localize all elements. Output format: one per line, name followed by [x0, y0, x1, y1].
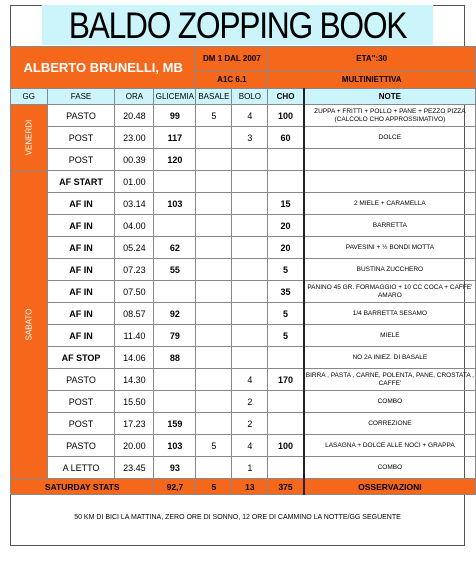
cell-glicemia: 120 [154, 149, 196, 171]
table-row [11, 215, 476, 237]
cell-fase: AF STOP [47, 347, 115, 369]
stats-bolo: 13 [232, 479, 268, 495]
table-row [11, 457, 476, 479]
cell-cho: 100 [268, 105, 304, 127]
cell-ora: 00.39 [115, 149, 154, 171]
cell-ora: 20.48 [115, 105, 154, 127]
cell-note: DOLCE [304, 127, 476, 149]
table-row [11, 303, 476, 325]
cell-basale [196, 171, 232, 193]
table-row [11, 171, 476, 193]
cell-ora: 14.30 [115, 369, 154, 391]
cell-bolo: 2 [232, 391, 268, 413]
table-row [11, 237, 476, 259]
cell-note: CORREZIONE [304, 413, 476, 435]
cell-bolo: 4 [232, 105, 268, 127]
cell-cho: 5 [268, 325, 304, 347]
cell-note: COMBO [304, 391, 476, 413]
cell-fase: AF IN [47, 193, 115, 215]
cell-bolo [232, 325, 268, 347]
day-label-saturday [11, 171, 48, 479]
cell-glicemia [154, 215, 196, 237]
col-header-note: NOTE [304, 89, 476, 105]
cell-note: BARRETTA [304, 215, 476, 237]
cell-bolo [232, 149, 268, 171]
table-row [11, 413, 476, 435]
cell-bolo [232, 193, 268, 215]
cell-ora: 20.00 [115, 435, 154, 457]
cell-basale [196, 325, 232, 347]
cell-cho: 100 [268, 435, 304, 457]
cell-bolo [232, 281, 268, 303]
col-header-ora: ORA [115, 89, 154, 105]
table-row [11, 369, 476, 391]
cell-cho: 35 [268, 281, 304, 303]
cell-basale [196, 281, 232, 303]
cell-cho: 60 [268, 127, 304, 149]
cell-basale [196, 259, 232, 281]
cell-ora: 01.00 [115, 171, 154, 193]
table-row [11, 149, 476, 171]
cell-bolo [232, 347, 268, 369]
cell-cho [268, 347, 304, 369]
cell-glicemia: 62 [154, 237, 196, 259]
stats-label: SATURDAY STATS [11, 479, 154, 495]
cell-fase: AF IN [47, 325, 115, 347]
cell-glicemia [154, 281, 196, 303]
cell-cho: 5 [268, 303, 304, 325]
cell-fase: AF IN [47, 215, 115, 237]
cell-basale: 5 [196, 105, 232, 127]
cell-bolo [232, 259, 268, 281]
logbook-table [10, 46, 476, 495]
cell-ora: 04.00 [115, 215, 154, 237]
cell-glicemia: 88 [154, 347, 196, 369]
cell-glicemia: 103 [154, 435, 196, 457]
patient-age: ETA":30 [268, 47, 476, 71]
cell-fase: A LETTO [47, 457, 115, 479]
col-header-basale: BASALE [196, 89, 232, 105]
cell-basale [196, 303, 232, 325]
table-row [11, 347, 476, 369]
cell-ora: 23.00 [115, 127, 154, 149]
cell-fase: POST [47, 149, 115, 171]
day-label-friday [11, 105, 48, 171]
col-header-gg: GG [11, 89, 48, 105]
cell-glicemia: 103 [154, 193, 196, 215]
cell-bolo: 2 [232, 413, 268, 435]
cell-cho [268, 391, 304, 413]
cell-ora: 07.50 [115, 281, 154, 303]
cell-glicemia: 93 [154, 457, 196, 479]
cell-fase: AF START [47, 171, 115, 193]
cell-ora: 11.40 [115, 325, 154, 347]
table-row [11, 105, 476, 127]
observations-text: 50 KM DI BICI LA MATTINA, ZERO ORE DI SONNO, 12 ORE DI CAMMINO LA NOTTE/GG SEGUENTE [74, 513, 401, 521]
cell-bolo: 1 [232, 457, 268, 479]
table-row [11, 391, 476, 413]
cell-fase: POST [47, 413, 115, 435]
cell-glicemia: 99 [154, 105, 196, 127]
page-title: BALDO ZOPPING BOOK [42, 5, 433, 45]
cell-note: LASAGNA + DOLCE ALLE NOCI + GRAPPA [304, 435, 476, 457]
cell-basale: 5 [196, 435, 232, 457]
cell-ora: 05.24 [115, 237, 154, 259]
cell-cho: 20 [268, 215, 304, 237]
cell-basale [196, 237, 232, 259]
cell-basale [196, 215, 232, 237]
cell-fase: AF IN [47, 281, 115, 303]
patient-name: ALBERTO BRUNELLI, MB [11, 47, 196, 89]
cell-bolo [232, 303, 268, 325]
cell-glicemia: 117 [154, 127, 196, 149]
cell-basale [196, 193, 232, 215]
cell-glicemia [154, 171, 196, 193]
table-row [11, 281, 476, 303]
cell-glicemia: 159 [154, 413, 196, 435]
cell-glicemia: 92 [154, 303, 196, 325]
cell-bolo: 4 [232, 369, 268, 391]
cell-basale [196, 391, 232, 413]
stats-basale: 5 [196, 479, 232, 495]
cell-ora: 15.50 [115, 391, 154, 413]
cell-bolo [232, 215, 268, 237]
table-row [11, 259, 476, 281]
cell-ora: 03.14 [115, 193, 154, 215]
table-row [11, 127, 476, 149]
cell-glicemia [154, 369, 196, 391]
cell-basale [196, 413, 232, 435]
cell-basale [196, 127, 232, 149]
cell-glicemia [154, 391, 196, 413]
col-header-glicemia: GLICEMIA [154, 89, 196, 105]
cell-note: NO 2A INIEZ. DI BASALE [304, 347, 476, 369]
cell-fase: PASTO [47, 105, 115, 127]
cell-note: COMBO [304, 457, 476, 479]
cell-glicemia: 55 [154, 259, 196, 281]
column-header-row [11, 89, 476, 105]
cell-note: PAVESINI + ½ BONDI MOTTA [304, 237, 476, 259]
cell-fase: PASTO [47, 369, 115, 391]
cell-cho [268, 171, 304, 193]
cell-basale [196, 457, 232, 479]
cell-fase: PASTO [47, 435, 115, 457]
cell-cho: 15 [268, 193, 304, 215]
cell-bolo [232, 237, 268, 259]
cell-ora: 14.06 [115, 347, 154, 369]
cell-bolo [232, 171, 268, 193]
cell-ora: 07.23 [115, 259, 154, 281]
col-header-cho: CHO [268, 89, 304, 105]
cell-cho: 20 [268, 237, 304, 259]
stats-cho: 375 [268, 479, 304, 495]
cell-basale [196, 149, 232, 171]
cell-fase: POST [47, 127, 115, 149]
cell-bolo: 3 [232, 127, 268, 149]
cell-ora: 08.57 [115, 303, 154, 325]
cell-note: PANINO 45 GR. FORMAGGIO + 10 CC COCA + CAFFE' AMARO [304, 281, 476, 303]
therapy-type: MULTINIETTIVA [268, 71, 476, 89]
cell-cho: 5 [268, 259, 304, 281]
cell-fase: POST [47, 391, 115, 413]
observations-label: OSSERVAZIONI [304, 479, 476, 495]
cell-fase: AF IN [47, 259, 115, 281]
stats-glicemia: 92,7 [154, 479, 196, 495]
diagnosis-date: DM 1 DAL 2007 [196, 47, 268, 71]
cell-bolo: 4 [232, 435, 268, 457]
cell-note: 2 MIELE + CARAMELLA [304, 193, 476, 215]
table-row [11, 325, 476, 347]
cell-note: MIELE [304, 325, 476, 347]
a1c-value: A1C 6.1 [196, 71, 268, 89]
cell-note: BIRRA , PASTA , CARNE, POLENTA, PANE, CROSTATA , CAFFE' [304, 369, 476, 391]
day-label-text: VENERDI [24, 119, 34, 156]
cell-fase: AF IN [47, 237, 115, 259]
cell-ora: 17.23 [115, 413, 154, 435]
cell-note [304, 171, 476, 193]
cell-note: ZUPPA + FRITTI + POLLO + PANE + PEZZO PIZZA (CALCOLO CHO APPROSSIMATIVO) [304, 105, 476, 127]
cell-note: 1/4 BARRETTA SESAMO [304, 303, 476, 325]
table-row [11, 193, 476, 215]
cell-basale [196, 369, 232, 391]
cell-ora: 23.45 [115, 457, 154, 479]
cell-cho: 170 [268, 369, 304, 391]
cell-basale [196, 347, 232, 369]
cell-note: BUSTINA ZUCCHERO [304, 259, 476, 281]
cell-fase: AF IN [47, 303, 115, 325]
col-header-bolo: BOLO [232, 89, 268, 105]
cell-cho [268, 457, 304, 479]
cell-note [304, 149, 476, 171]
day-label-text: SABATO [24, 308, 34, 341]
cell-cho [268, 149, 304, 171]
col-header-fase: FASE [47, 89, 115, 105]
cell-cho [268, 413, 304, 435]
table-row [11, 435, 476, 457]
cell-glicemia: 79 [154, 325, 196, 347]
